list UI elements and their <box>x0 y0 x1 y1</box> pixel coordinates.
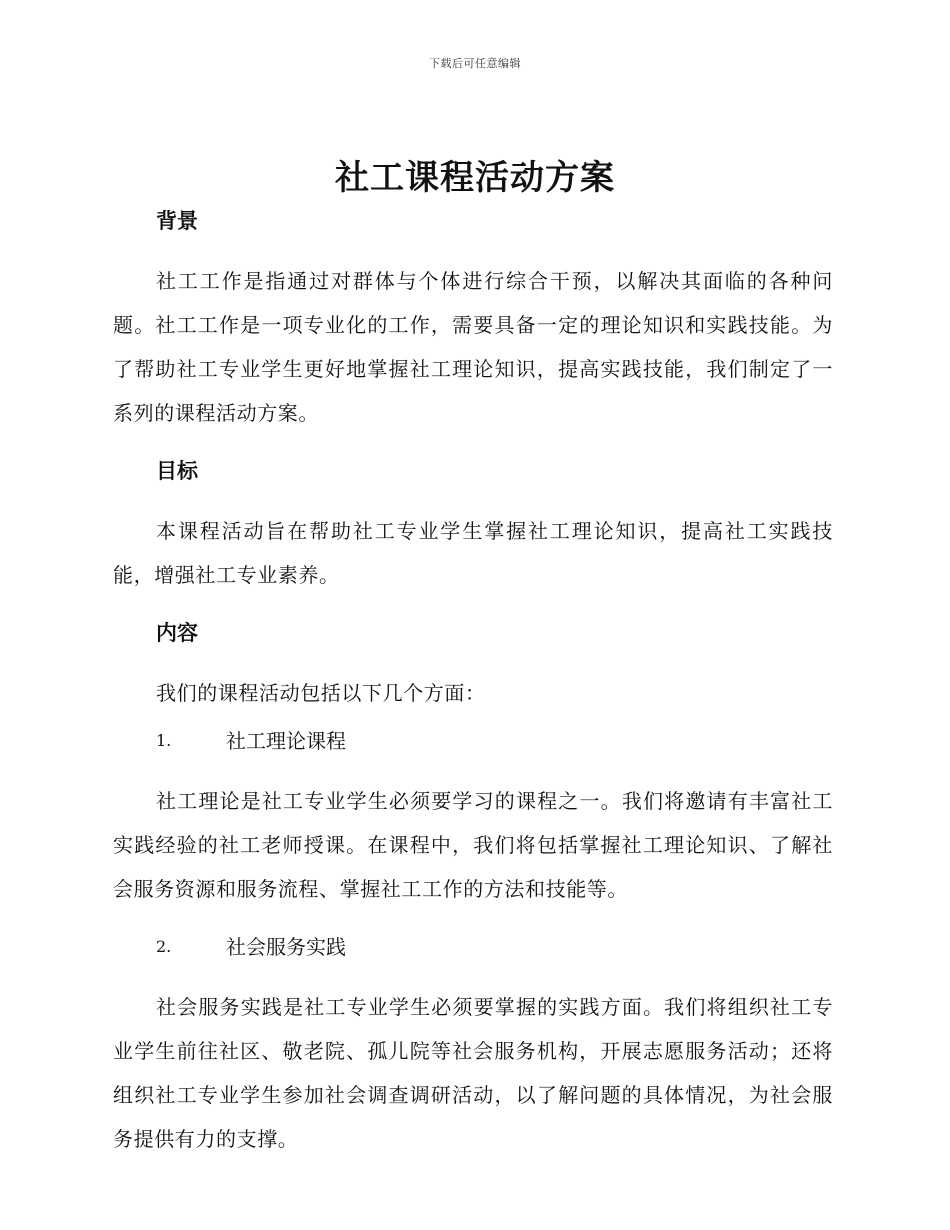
content-intro: 我们的课程活动包括以下几个方面： <box>156 681 486 705</box>
document-body <box>113 205 833 1161</box>
section-heading-content: 内容 <box>156 621 198 645</box>
document-title: 社工课程活动方案 <box>335 158 615 198</box>
list-item-label: 社工理论课程 <box>226 729 346 753</box>
section-heading-goal: 目标 <box>156 459 198 483</box>
goal-paragraph: 本课程活动旨在帮助社工专业学生掌握社工理论知识，提高社工实践技能，增强社工专业素养。 <box>113 519 833 587</box>
list-item-label: 社会服务实践 <box>226 935 346 959</box>
list-item-paragraph: 社会服务实践是社工专业学生必须要掌握的实践方面。我们将组织社工专业学生前往社区、敬老院、孤儿院等社会服务机构，开展志愿服务活动；还将组织社工专业学生参加社会调查调研活动，以了解问题的具体情况，为社会服务提供有力的支撑。 <box>113 995 833 1151</box>
list-item <box>113 725 833 757</box>
section-heading-background: 背景 <box>156 209 198 233</box>
list-item-number: 1. <box>156 731 172 750</box>
list-item-number: 2. <box>156 937 172 956</box>
background-paragraph: 社工工作是指通过对群体与个体进行综合干预，以解决其面临的各种问题。社工工作是一项专业化的工作，需要具备一定的理论知识和实践技能。为了帮助社工专业学生更好地掌握社工理论知识，提高实践技能，我们制定了一系列的课程活动方案。 <box>113 269 833 425</box>
header-note: 下载后可任意编辑 <box>429 57 521 70</box>
list-item <box>113 931 833 963</box>
list-item-paragraph: 社工理论是社工专业学生必须要学习的课程之一。我们将邀请有丰富社工实践经验的社工老师授课。在课程中，我们将包括掌握社工理论知识、了解社会服务资源和服务流程、掌握社工工作的方法和技能等。 <box>113 789 833 901</box>
